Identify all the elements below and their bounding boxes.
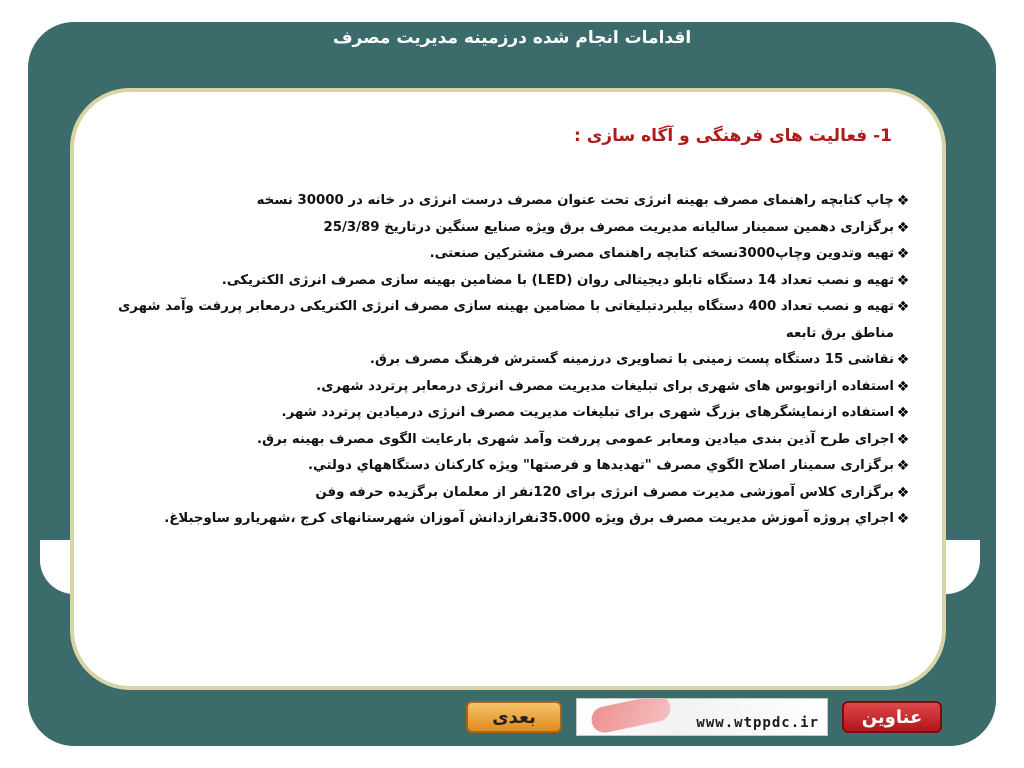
bullet-diamond-icon: ❖ — [896, 246, 910, 262]
list-item — [108, 347, 912, 374]
list-item — [108, 506, 912, 533]
list-item — [108, 188, 912, 215]
content-panel — [70, 88, 946, 690]
list-item — [108, 374, 912, 401]
list-item-text: تهیه و نصب تعداد 14 دستگاه تابلو دیجیتالی روان (LED) با مضامین بهینه سازی مصرف انرژی الکتریکی. — [221, 272, 894, 288]
bullet-diamond-icon: ❖ — [896, 458, 910, 474]
list-item — [108, 215, 912, 242]
bullet-diamond-icon: ❖ — [896, 378, 910, 395]
list-item-text: برگزاری کلاس آموزشی مدیرت مصرف انرژی برای 120نفر از معلمان برگزیده حرفه وفن — [315, 484, 894, 500]
list-item — [108, 400, 912, 427]
bullet-list — [108, 188, 912, 533]
list-item — [108, 453, 912, 480]
list-item-text: تهیه وتدوین وچاپ3000نسخه کتابچه راهنمای مصرف مشترکین صنعتی. — [429, 246, 894, 261]
list-item-text: اجرای طرح آذین بندی میادین ومعابر عمومی پررفت وآمد شهری بارعایت الگوی مصرف بهینه برق. — [257, 431, 894, 447]
list-item — [108, 294, 912, 347]
list-item-text: استفاده ازاتوبوس های شهری برای تبلیغات مدیریت مصرف انرژی درمعابر پرتردد شهری. — [316, 378, 894, 394]
bullet-diamond-icon: ❖ — [896, 352, 910, 368]
list-item — [108, 268, 912, 295]
list-item-text: اجراي پروژه آموزش مديريت مصرف برق ويژه 35.000نفرازدانش آموزان شهرستانهای کرج ،شهریارو ساوجبلاغ. — [164, 511, 894, 526]
next-button[interactable]: بعدی — [466, 701, 562, 733]
bullet-diamond-icon: ❖ — [896, 484, 910, 501]
slide-title: اقدامات انجام شده درزمینه مدیریت مصرف — [332, 28, 692, 48]
bullet-diamond-icon: ❖ — [896, 511, 910, 527]
bullet-diamond-icon: ❖ — [896, 405, 910, 421]
logo-graphic — [589, 698, 673, 735]
bullet-diamond-icon: ❖ — [896, 272, 910, 289]
list-item-text: چاپ کتابچه راهنمای مصرف بهینه انرژی تحت عنوان مصرف درست انرژی در خانه در 30000 نسخه — [256, 193, 894, 208]
list-item — [108, 427, 912, 454]
list-item — [108, 480, 912, 507]
list-item-text: استفاده ازنمایشگرهای بزرگ شهری برای تبلیغات مدیریت مصرف انرژی درمیادین پرتردد شهر. — [281, 405, 894, 420]
list-item-text: نقاشی 15 دستگاه پست زمینی با تصاویری درزمینه گسترش فرهنگ مصرف برق. — [369, 352, 894, 367]
bullet-diamond-icon: ❖ — [896, 219, 910, 236]
list-item-text: برگزاری سمینار اصلاح الگوي مصرف "تهدیدها و فرصتها" ویژه کارکنان دستگاههاي دولتي. — [307, 458, 894, 473]
list-item-text: برگزاری دهمین سمینار سالیانه مدیریت مصرف برق ویژه صنایع سنگین درتاریخ 25/3/89 — [323, 219, 894, 235]
list-item-text: تهیه و نصب تعداد 400 دستگاه بیلبردتبلیغاتی با مضامین بهینه سازی مصرف انرژی الکتریکی درمعابر پررفت وآمد شهری مناطق برق تابعه — [118, 299, 894, 341]
logo-url-text: www.wtppdc.ir — [696, 715, 819, 731]
bullet-diamond-icon: ❖ — [896, 299, 910, 315]
titles-button[interactable]: عناوین — [842, 701, 942, 733]
list-item — [108, 241, 912, 268]
section-heading: 1- فعالیت های فرهنگی و آگاه سازی : — [574, 126, 892, 146]
bullet-diamond-icon: ❖ — [896, 431, 910, 448]
website-logo[interactable] — [576, 698, 828, 736]
bullet-diamond-icon: ❖ — [896, 193, 910, 209]
